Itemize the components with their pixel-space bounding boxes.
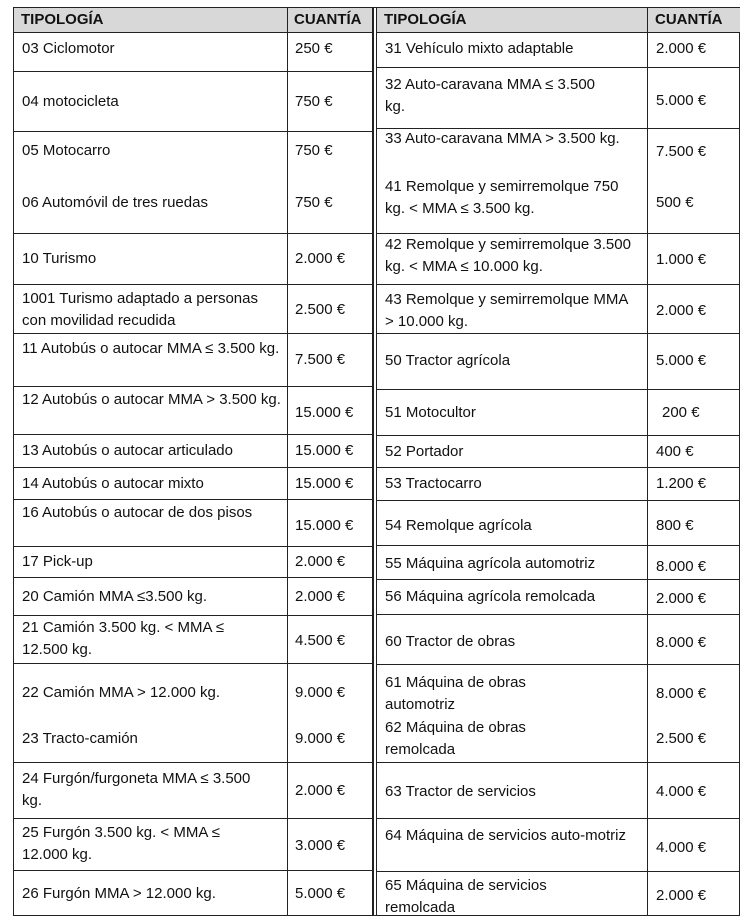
typology-cell: 11 Autobús o autocar MMA ≤ 3.500 kg. bbox=[22, 340, 280, 357]
typology-cell: 10 Turismo bbox=[22, 250, 97, 267]
typology-cell: 54 Remolque agrícola bbox=[385, 517, 532, 534]
typology-cell: 22 Camión MMA > 12.000 kg. bbox=[22, 684, 221, 701]
amount-cell: 400 € bbox=[656, 443, 694, 460]
amount-cell: 7.500 € bbox=[656, 143, 707, 160]
amount-cell: 2.000 € bbox=[656, 302, 707, 319]
left-typology-header: TIPOLOGÍA bbox=[21, 11, 104, 28]
typology-cell: 63 Tractor de servicios bbox=[385, 783, 536, 800]
typology-cell: 06 Automóvil de tres ruedas bbox=[22, 194, 208, 211]
typology-cell: 03 Ciclomotor bbox=[22, 40, 115, 57]
typology-cell: 56 Máquina agrícola remolcada bbox=[385, 588, 596, 605]
amount-cell: 1.000 € bbox=[656, 251, 707, 268]
typology-cell: 13 Autobús o autocar articulado bbox=[22, 442, 233, 459]
typology-cell: 41 Remolque y semirremolque 750 kg. < MMA ≤ 3.500 kg. bbox=[385, 178, 619, 217]
amount-cell: 9.000 € bbox=[295, 684, 346, 701]
amount-cell: 8.000 € bbox=[656, 685, 707, 702]
amount-cell: 3.000 € bbox=[295, 837, 346, 854]
typology-cell: 25 Furgón 3.500 kg. < MMA ≤ 12.000 kg. bbox=[22, 824, 220, 863]
right-column-group bbox=[376, 8, 740, 915]
typology-cell: 17 Pick-up bbox=[22, 553, 93, 570]
typology-cell: 60 Tractor de obras bbox=[385, 633, 516, 650]
amount-cell: 4.000 € bbox=[656, 839, 707, 856]
amount-cell: 15.000 € bbox=[295, 517, 354, 534]
typology-cell: 1001 Turismo adaptado a personas con movilidad recudida bbox=[22, 290, 258, 329]
amount-cell: 750 € bbox=[295, 93, 333, 110]
amount-cell: 15.000 € bbox=[295, 475, 354, 492]
typology-cell: 14 Autobús o autocar mixto bbox=[22, 475, 204, 492]
typology-cell: 62 Máquina de obras remolcada bbox=[385, 719, 526, 758]
amount-cell: 15.000 € bbox=[295, 442, 354, 459]
amount-cell: 200 € bbox=[662, 404, 700, 421]
amount-cell: 800 € bbox=[656, 517, 694, 534]
typology-cell: 43 Remolque y semirremolque MMA > 10.000 kg. bbox=[385, 291, 628, 330]
left-amount-header: CUANTÍA bbox=[294, 11, 362, 28]
amount-cell: 2.000 € bbox=[295, 782, 346, 799]
typology-cell: 12 Autobús o autocar MMA > 3.500 kg. bbox=[22, 391, 281, 408]
left-header-row bbox=[14, 8, 372, 33]
amount-cell: 2.000 € bbox=[656, 887, 707, 904]
amount-cell: 2.500 € bbox=[656, 730, 707, 747]
amount-cell: 5.000 € bbox=[295, 885, 346, 902]
amount-cell: 15.000 € bbox=[295, 404, 354, 421]
amount-cell: 8.000 € bbox=[656, 558, 707, 575]
vehicle-fee-table bbox=[13, 7, 740, 916]
typology-cell: 50 Tractor agrícola bbox=[385, 352, 511, 369]
typology-cell: 53 Tractocarro bbox=[385, 475, 482, 492]
typology-cell: 21 Camión 3.500 kg. < MMA ≤ 12.500 kg. bbox=[22, 619, 225, 658]
amount-cell: 250 € bbox=[295, 40, 333, 57]
amount-cell: 4.000 € bbox=[656, 783, 707, 800]
typology-cell: 61 Máquina de obras automotriz bbox=[385, 674, 526, 713]
typology-cell: 24 Furgón/furgoneta MMA ≤ 3.500 kg. bbox=[22, 770, 251, 809]
amount-cell: 1.200 € bbox=[656, 475, 707, 492]
amount-cell: 8.000 € bbox=[656, 634, 707, 651]
typology-cell: 32 Auto-caravana MMA ≤ 3.500 kg. bbox=[385, 76, 596, 115]
typology-cell: 64 Máquina de servicios auto-motriz bbox=[385, 827, 626, 844]
amount-cell: 7.500 € bbox=[295, 351, 346, 368]
typology-cell: 51 Motocultor bbox=[385, 404, 476, 421]
amount-cell: 500 € bbox=[656, 194, 694, 211]
typology-cell: 55 Máquina agrícola automotriz bbox=[385, 555, 596, 572]
left-column-group bbox=[14, 8, 374, 915]
amount-cell: 2.000 € bbox=[295, 553, 346, 570]
amount-cell: 4.500 € bbox=[295, 632, 346, 649]
amount-cell: 2.000 € bbox=[656, 590, 707, 607]
amount-cell: 750 € bbox=[295, 194, 333, 211]
typology-cell: 16 Autobús o autocar de dos pisos bbox=[22, 504, 253, 521]
right-typology-header: TIPOLOGÍA bbox=[384, 11, 467, 28]
typology-cell: 26 Furgón MMA > 12.000 kg. bbox=[22, 885, 216, 902]
amount-cell: 9.000 € bbox=[295, 730, 346, 747]
typology-cell: 42 Remolque y semirremolque 3.500 kg. < MMA ≤ 10.000 kg. bbox=[385, 236, 631, 275]
amount-cell: 5.000 € bbox=[656, 352, 707, 369]
amount-cell: 5.000 € bbox=[656, 92, 707, 109]
amount-cell: 750 € bbox=[295, 142, 333, 159]
typology-cell: 05 Motocarro bbox=[22, 142, 111, 159]
typology-cell: 04 motocicleta bbox=[22, 93, 119, 110]
amount-cell: 2.000 € bbox=[295, 588, 346, 605]
typology-cell: 20 Camión MMA ≤3.500 kg. bbox=[22, 588, 207, 605]
typology-cell: 65 Máquina de servicios remolcada bbox=[385, 877, 547, 916]
amount-cell: 2.500 € bbox=[295, 301, 346, 318]
amount-cell: 2.000 € bbox=[295, 250, 346, 267]
right-amount-header: CUANTÍA bbox=[655, 11, 723, 28]
right-header-row bbox=[377, 8, 740, 33]
typology-cell: 33 Auto-caravana MMA > 3.500 kg. bbox=[385, 130, 620, 147]
typology-cell: 23 Tracto-camión bbox=[22, 730, 138, 747]
typology-cell: 31 Vehículo mixto adaptable bbox=[385, 40, 574, 57]
amount-cell: 2.000 € bbox=[656, 40, 707, 57]
typology-cell: 52 Portador bbox=[385, 443, 464, 460]
